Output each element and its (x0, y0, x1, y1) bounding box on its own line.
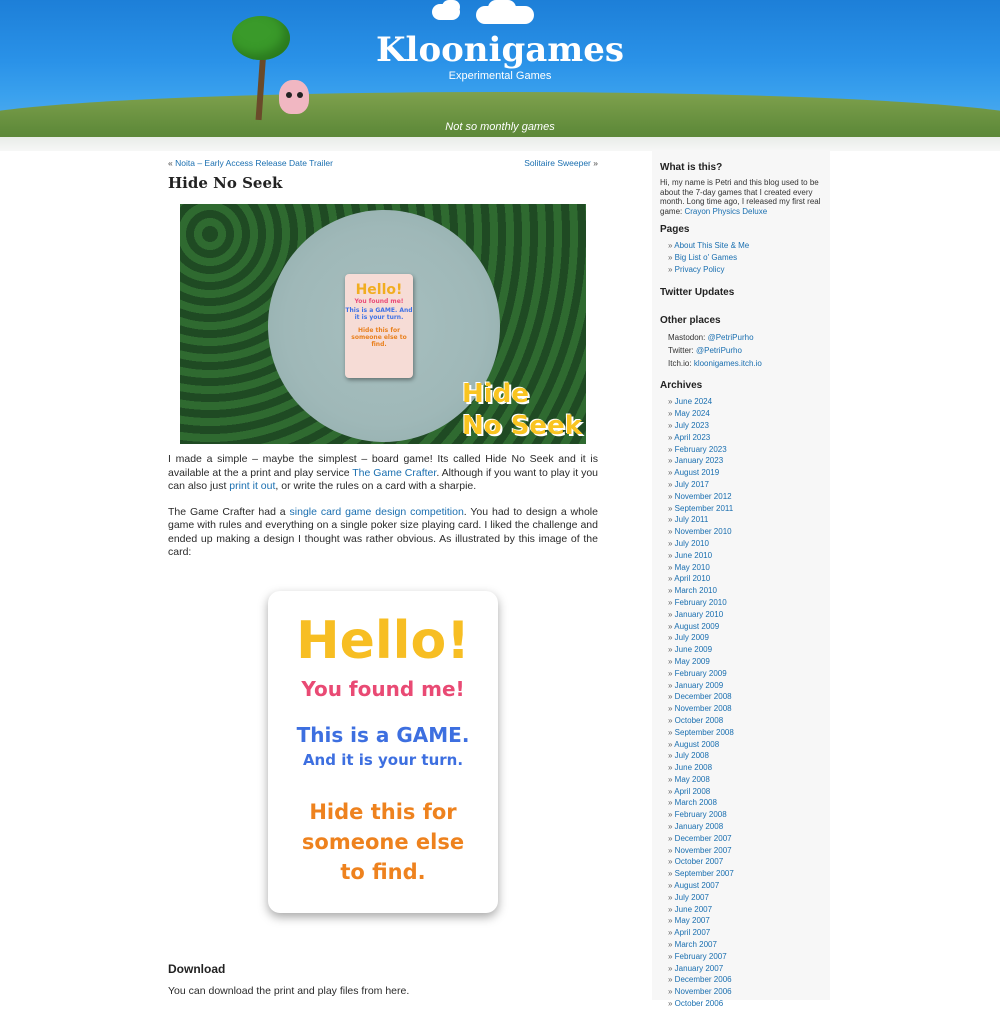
archive-link[interactable]: January 2009 (674, 680, 724, 690)
archive-link[interactable]: March 2008 (674, 798, 717, 808)
list-item (668, 573, 822, 585)
text: I made a simple – maybe the simplest – board game! Its called Hide No Seek and it is available at the a print and play service (168, 453, 598, 479)
list-item (668, 750, 822, 762)
list-item (668, 715, 822, 727)
sidebar (652, 150, 830, 1009)
list-item (668, 585, 822, 597)
list-item (668, 727, 822, 739)
twitter-link[interactable]: @PetriPurho (696, 346, 742, 356)
list-item (668, 420, 822, 432)
text: . Although if you want to play it you can also just (168, 466, 599, 492)
archive-link[interactable]: January 2008 (674, 822, 724, 832)
list-item (668, 538, 822, 550)
list-item (668, 868, 822, 880)
list-item (668, 986, 822, 998)
mastodon-label: Mastodon: (668, 333, 706, 343)
twitter-label: Twitter: (668, 346, 694, 356)
site-title[interactable]: Kloonigames (375, 30, 624, 70)
archive-link[interactable]: June 2007 (674, 904, 713, 914)
game-crafter-link[interactable]: The Game Crafter (352, 466, 437, 479)
itchio-link[interactable]: kloonigames.itch.io (693, 359, 762, 369)
list-item (668, 621, 822, 633)
archive-link[interactable]: July 2010 (674, 538, 709, 548)
list-item (668, 609, 822, 621)
list-item (668, 892, 822, 904)
list-item (668, 264, 822, 276)
prev-arrow: « (168, 158, 173, 168)
what-heading: What is this? (660, 162, 723, 173)
page-link-privacy[interactable]: Privacy Policy (674, 264, 725, 274)
print-it-out-link[interactable]: print it out (229, 480, 276, 492)
list-item (668, 396, 822, 408)
archive-link[interactable]: July 2017 (674, 479, 709, 489)
text: The Game Crafter had a (168, 505, 290, 518)
next-arrow: » (593, 158, 598, 168)
mascot-icon (279, 80, 309, 114)
list-item (668, 951, 822, 963)
archive-link[interactable]: August 2019 (674, 468, 720, 478)
list-item (668, 774, 822, 786)
archives-list (668, 396, 822, 1009)
list-item (668, 974, 822, 986)
list-item (668, 904, 822, 916)
list-item (668, 939, 822, 951)
paragraph-intro (168, 453, 598, 494)
mascot-eye (297, 92, 303, 98)
archive-link[interactable]: May 2010 (674, 562, 710, 572)
list-item (668, 856, 822, 868)
list-item (668, 562, 822, 574)
list-item (668, 786, 822, 798)
list-item (668, 963, 822, 975)
archive-link[interactable]: April 2007 (674, 928, 711, 938)
archive-link[interactable]: April 2010 (674, 574, 711, 584)
archive-link[interactable]: February 2023 (674, 444, 727, 454)
list-item (668, 444, 822, 456)
archive-link[interactable]: April 2023 (674, 432, 711, 442)
card-hide-line1: Hide this for (309, 800, 457, 824)
mastodon-link[interactable]: @PetriPurho (707, 333, 754, 343)
card-hide-text (268, 797, 498, 887)
archive-link[interactable]: February 2009 (674, 668, 727, 678)
archive-link[interactable]: November 2006 (674, 987, 732, 997)
pages-heading: Pages (660, 224, 690, 235)
archive-link[interactable]: October 2007 (674, 857, 724, 867)
twitter-heading: Twitter Updates (660, 287, 735, 299)
post-title: Hide No Seek (168, 174, 283, 192)
archive-link[interactable]: May 2007 (674, 916, 710, 926)
cloud-icon (488, 0, 516, 16)
list-item (668, 479, 822, 491)
prev-post-link[interactable]: Noita – Early Access Release Date Trailer (175, 158, 333, 168)
list-item (668, 703, 822, 715)
site-header (0, 0, 1000, 137)
archive-link[interactable]: April 2008 (674, 786, 711, 796)
card-game-line: This is a GAME. (296, 723, 470, 747)
archive-link[interactable]: March 2007 (674, 940, 717, 950)
site-tagline: Not so monthly games (445, 121, 555, 133)
list-item (668, 762, 822, 774)
list-item (668, 503, 822, 515)
archive-link[interactable]: February 2010 (674, 597, 727, 607)
archive-link[interactable]: November 2008 (674, 704, 732, 714)
archive-link[interactable]: January 2010 (674, 609, 724, 619)
hero-caption (462, 378, 582, 442)
list-item (668, 491, 822, 503)
archives-heading: Archives (660, 380, 703, 392)
list-item (668, 408, 822, 420)
page-link-games[interactable]: Big List o' Games (674, 252, 738, 262)
cloud-icon (442, 0, 460, 14)
archive-link[interactable]: June 2009 (674, 645, 713, 655)
mini-card-found: You found me! (354, 298, 404, 305)
archive-link[interactable]: July 2009 (674, 633, 709, 643)
game-card-image (268, 591, 498, 913)
archive-link[interactable]: January 2023 (674, 456, 724, 466)
archive-link[interactable]: September 2007 (674, 869, 734, 879)
pages-list (668, 240, 822, 275)
other-places-list (668, 331, 822, 370)
mini-card-game: This is a GAME. And it is your turn. (345, 307, 413, 321)
archive-link[interactable]: February 2007 (674, 951, 727, 961)
list-item (668, 240, 822, 252)
mascot-eye (286, 92, 292, 98)
archive-link[interactable]: June 2010 (674, 550, 713, 560)
card-found: You found me! (301, 677, 465, 701)
archive-link[interactable]: August 2008 (674, 739, 720, 749)
list-item (668, 656, 822, 668)
paragraph-competition (168, 506, 598, 560)
archive-link[interactable]: October 2008 (674, 715, 724, 725)
list-item (668, 331, 822, 344)
list-item (668, 821, 822, 833)
archive-link[interactable]: May 2009 (674, 656, 710, 666)
prev-post (168, 158, 333, 168)
page-link-about[interactable]: About This Site & Me (674, 241, 750, 250)
download-text: You can download the print and play files from here. (168, 985, 410, 997)
crayon-physics-link[interactable]: Crayon Physics Deluxe (684, 206, 768, 216)
list-item (668, 915, 822, 927)
archive-link[interactable]: June 2024 (674, 397, 713, 407)
archive-link[interactable]: September 2008 (674, 727, 734, 737)
archive-link[interactable]: July 2011 (674, 515, 709, 525)
list-item (668, 432, 822, 444)
hero-image (180, 204, 586, 444)
itchio-label: Itch.io: (668, 359, 692, 369)
mini-card-hide: Hide this for someone else to find. (351, 327, 407, 348)
archive-link[interactable]: November 2007 (674, 845, 732, 855)
text: , or write the rules on a card with a sharpie. (275, 480, 477, 492)
archive-link[interactable]: May 2008 (674, 774, 710, 784)
what-text (660, 178, 822, 216)
list-item (668, 797, 822, 809)
post-content (168, 158, 599, 997)
archive-link[interactable]: December 2008 (674, 692, 732, 702)
list-item (668, 455, 822, 467)
list-item (668, 927, 822, 939)
archive-link[interactable]: December 2007 (674, 833, 732, 843)
archive-link[interactable]: December 2006 (674, 975, 732, 985)
header-band (0, 137, 1000, 151)
list-item (668, 632, 822, 644)
list-item (668, 833, 822, 845)
list-item (668, 644, 822, 656)
hero-caption-line2: No Seek (462, 411, 582, 441)
next-post-link[interactable]: Solitaire Sweeper (524, 158, 591, 168)
card-turn-line: And it is your turn. (302, 751, 464, 769)
archive-link[interactable]: January 2007 (674, 963, 724, 973)
list-item (668, 252, 822, 264)
list-item (668, 357, 822, 370)
archive-link[interactable]: August 2009 (674, 621, 720, 631)
list-item (668, 739, 822, 751)
competition-link[interactable]: single card game design competition (289, 505, 464, 518)
card-hide-line3: to find. (340, 860, 426, 884)
text: . You had to design a whole game with rules and everything on a single poker size playing card. I liked the challenge and ended up making a design I thought was rather obvious. As illustrated by this image of the card: (168, 505, 598, 558)
archive-link[interactable]: July 2007 (674, 892, 709, 902)
next-post (524, 158, 598, 168)
list-item (668, 514, 822, 526)
archive-link[interactable]: September 2011 (674, 503, 734, 513)
list-item (668, 691, 822, 703)
archive-link[interactable]: June 2008 (674, 763, 713, 773)
download-heading: Download (168, 962, 226, 976)
mini-card-hello: Hello! (355, 282, 403, 298)
what-body: Hi, my name is Petri and this blog used to be about the 7-day games that I created every month. Long time ago, I released my first real game: (660, 178, 821, 216)
archive-link[interactable]: May 2024 (674, 409, 710, 419)
other-places-heading: Other places (660, 315, 721, 327)
list-item (668, 550, 822, 562)
archive-link[interactable]: November 2012 (674, 491, 732, 501)
archive-link[interactable]: August 2007 (674, 881, 720, 891)
list-item (668, 597, 822, 609)
list-item (668, 344, 822, 357)
list-item (668, 880, 822, 892)
card-hello: Hello! (296, 611, 470, 671)
post-navigation (168, 158, 598, 168)
list-item (668, 809, 822, 821)
archive-link[interactable]: March 2010 (674, 586, 717, 596)
list-item (668, 680, 822, 692)
archive-link[interactable]: February 2008 (674, 810, 727, 820)
mini-card-image (345, 274, 413, 378)
list-item (668, 845, 822, 857)
archive-link[interactable]: July 2023 (674, 420, 709, 430)
site-subtitle: Experimental Games (448, 70, 552, 82)
archive-link[interactable]: October 2006 (674, 999, 724, 1009)
card-hide-line2: someone else (301, 830, 465, 854)
list-item (668, 668, 822, 680)
hero-caption-line1: Hide (462, 379, 529, 409)
archive-link[interactable]: July 2008 (674, 751, 709, 761)
list-item (668, 467, 822, 479)
list-item (668, 526, 822, 538)
archive-link[interactable]: November 2010 (674, 527, 732, 537)
